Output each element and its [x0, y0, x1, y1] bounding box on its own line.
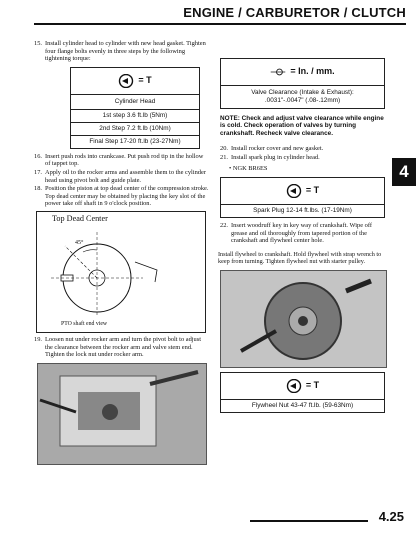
- right-column: [220, 58, 385, 417]
- header-rule: [34, 23, 406, 25]
- chapter-tab: 4: [392, 158, 416, 186]
- step-text: Install rocker cover and new gasket.: [231, 145, 324, 153]
- step-text: Apply oil to the rocker arms and assemble them to the cylinder head using pivot bolt and guide plate.: [45, 168, 206, 184]
- step-16: [34, 153, 210, 168]
- step-number: 17.: [34, 168, 42, 176]
- step-18: [34, 185, 210, 208]
- step-number: 22.: [220, 222, 228, 229]
- page-number: 4.25: [378, 509, 404, 524]
- step-21: [220, 154, 385, 162]
- figure-caption: PTO shaft end view: [61, 321, 108, 328]
- step-22: [220, 222, 385, 245]
- torque-symbol: = T: [305, 185, 320, 196]
- valve-note: [220, 115, 385, 137]
- step-number: 18.: [34, 185, 42, 193]
- step-17: [34, 169, 210, 184]
- valve-symbol-row: [221, 59, 384, 86]
- flywheel-nut-torque-table: [220, 372, 385, 413]
- step-text: Loosen nut under rocker arm and turn the pivot bolt to adjust the clearance between the rocker arm and valve stem end. Tighten the lock nut under rocker arm.: [45, 335, 202, 359]
- step-number: 20.: [220, 145, 228, 153]
- torque-wrench-icon: [118, 74, 134, 88]
- torque-symbol-row: [221, 178, 384, 205]
- left-column: [34, 40, 210, 469]
- flywheel-nut-torque-row: Flywheel Nut 43-47 ft.lb. (59-63Nm): [251, 401, 354, 409]
- valve-clearance-table: [220, 58, 385, 109]
- footer-rule: [250, 520, 368, 522]
- top-dead-center-figure: [36, 211, 206, 333]
- step-15: [34, 40, 210, 63]
- torque-row-2: 2nd Step 7.2 ft.lb (10Nm): [71, 123, 199, 136]
- step-19: [34, 336, 210, 359]
- torque-wrench-icon: [286, 184, 302, 198]
- flywheel-photo: [220, 270, 387, 368]
- figure-title: Top Dead Center: [52, 213, 108, 223]
- step-text: Install cylinder head to cylinder with new head gasket. Tighten four flange bolts evenly in three steps by the following tightening torque:: [45, 40, 206, 63]
- step-number: 16.: [34, 152, 42, 160]
- spark-plug-torque-table: [220, 177, 385, 218]
- step-text: Position the piston at top dead center of the compression stroke. Top dead center may be obtained by placing the key slot of the power take off shaft in 9 o'clock position.: [45, 185, 209, 208]
- step-text: Install spark plug in cylinder head.: [231, 153, 320, 161]
- step-number: 15.: [34, 40, 42, 47]
- valve-clearance-row: Valve Clearance (Intake & Exhaust): .0031"-.0047" (.08-.12mm): [251, 89, 354, 104]
- torque-wrench-icon: [286, 379, 302, 393]
- step-text: Insert push rods into crankcase. Put push rod tip in the hollow of tappet top.: [45, 152, 204, 168]
- torque-symbol: = T: [138, 74, 152, 85]
- torque-row-1: 1st step 3.6 ft.lb (5Nm): [71, 110, 199, 123]
- torque-symbol: = T: [305, 379, 320, 390]
- measurement-symbol: = In. / mm.: [290, 66, 335, 77]
- torque-row-3: Final Step 17-20 ft.lb (23-27Nm): [89, 137, 181, 145]
- page-header-title: ENGINE / CARBURETOR / CLUTCH: [183, 5, 406, 20]
- rocker-arm-adjustment-photo: [37, 363, 207, 465]
- torque-symbol-row: [221, 373, 384, 400]
- angle-label: 45°: [75, 239, 84, 246]
- step-20: [220, 145, 385, 153]
- step-text: Insert woodruff key in key way of crankshaft. Wipe off grease and oil thoroughly from tapered portion of the crankshaft and flywheel center hole.: [231, 222, 373, 245]
- note-text: Check and adjust valve clearance while engine is cold. Check operation of valves by turning crankshaft. Recheck valve clearance.: [220, 115, 384, 137]
- flywheel-instruction: Install flywheel to crankshaft. Hold flywheel with strap wrench to keep from turning. Tighten flywheel nut with starter pulley.: [218, 250, 382, 266]
- cylinder-head-torque-table: [70, 67, 200, 149]
- pto-shaft-diagram: [37, 212, 205, 332]
- torque-symbol-row: [71, 68, 199, 95]
- feeler-gauge-icon: [270, 65, 286, 79]
- spark-plug-torque-row: Spark Plug 12-14 ft.lbs. (17-19Nm): [253, 207, 352, 214]
- step-number: 19.: [34, 335, 42, 343]
- torque-table-title: Cylinder Head: [71, 95, 199, 110]
- note-label: NOTE:: [220, 115, 240, 122]
- step-number: 21.: [220, 153, 228, 161]
- spark-plug-type: • NGK BR6ES: [229, 165, 268, 173]
